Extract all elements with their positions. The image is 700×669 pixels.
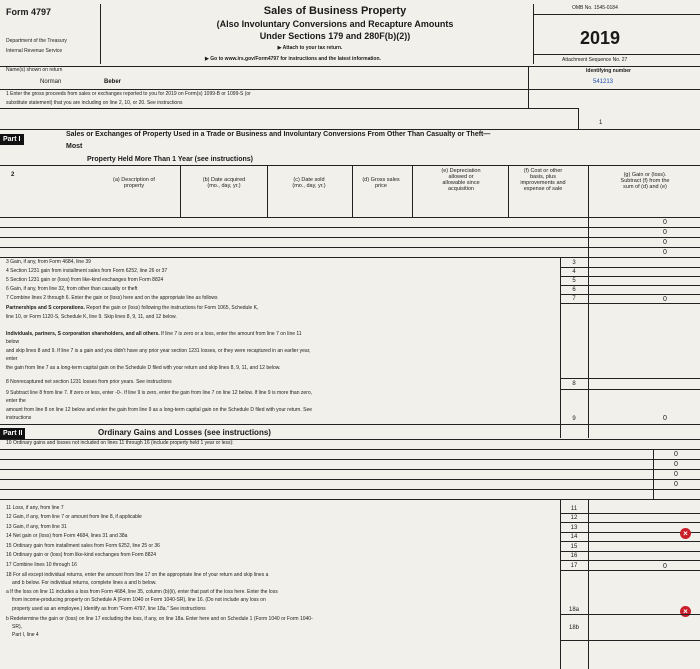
line-9-number: 9 [572, 416, 576, 422]
col-d-header: (d) Gross sales price [362, 177, 400, 189]
part-2-row-4-value[interactable]: 0 [674, 481, 678, 488]
line-15-number: 15 [570, 544, 578, 550]
line-8-text: 8 Nonrecaptured net section 1231 losses from prior years. See instructions [6, 379, 172, 385]
col-g-header: (g) Gain or (loss). Subtract (f) from the sum of (d) and (e) [620, 172, 670, 190]
line-7-text: 7 Combine lines 2 through 6. Enter the gain or (loss) here and on the appropriate line as follows [6, 295, 218, 301]
line-9-text: 9 Subtract line 8 from line 7. If zero or less, enter -0-. If line 9 is zero, enter the gain from line 7 on line 12 below. If line 9 is more than zero, [6, 390, 312, 396]
line-18b-text-3: Part I, line 4 [12, 632, 39, 638]
line-18b-number: 18b [568, 625, 579, 631]
line-18a-text: a If the loss on line 11 includes a loss from Form 4684, line 35, column (b)(ii), enter that part of the loss here. Enter the loss [6, 589, 278, 595]
part-1-title-3: Property Held More Than 1 Year (see instructions) [87, 156, 253, 163]
line-11-number: 11 [570, 506, 578, 512]
part-2-row-3-value[interactable]: 0 [674, 471, 678, 478]
line-6-text: 6 Gain, if any, from line 32, from other than casualty or theft [6, 286, 138, 292]
line-18b-text: b Redetermine the gain or (loss) on line 17 excluding the loss, if any, on line 18a. Enter here and on Schedule 1 (Form 1040 or Form 1040- [6, 616, 313, 622]
line-12-text: 12 Gain, if any, from line 7 or amount from line 8, if applicable [6, 514, 142, 520]
line-11-text: 11 Loss, if any, from line 7 [6, 505, 64, 511]
line-18a-number: 18a [568, 607, 579, 613]
form-title: Sales of Business Property [263, 5, 407, 17]
line-18b-text-2: SR), [12, 624, 22, 630]
line-17-number: 17 [570, 563, 578, 569]
col-a-header: (a) Description of property [113, 177, 155, 189]
part-1-label: Part I [0, 134, 24, 145]
partnerships-text-2: line 10, or Form 1120-S, Schedule K, line 9. Skip lines 8, 9, 11, and 12 below. [6, 314, 177, 320]
line-14-number: 14 [570, 534, 578, 540]
individuals-text-3: and skip lines 8 and 9. If line 7 is a gain and you didn't have any prior year section 1231 losses, or they were recaptured in an earlier year, [6, 348, 311, 354]
line-13-error-icon[interactable]: × [680, 528, 691, 539]
tax-year: 2019 [580, 28, 621, 48]
line-16-number: 16 [570, 553, 578, 559]
line-4-number: 4 [572, 269, 576, 275]
identifying-number-label: Identifying number [586, 68, 631, 74]
line-17-value[interactable]: 0 [663, 563, 667, 570]
line-15-text: 15 Ordinary gain from installment sales from Form 6252, line 25 or 36 [6, 543, 160, 549]
part-1-row-2-gain[interactable]: 0 [663, 229, 667, 236]
col-b-header: (b) Date acquired (mo., day, yr.) [202, 177, 246, 189]
line-9-text-3: amount from line 8 on line 12 below and enter the gain from line 9 as a long-term capital gain on the Schedule D filed with your return. See [6, 407, 313, 413]
individuals-text-4: enter [6, 356, 18, 362]
line-10-text: 10 Ordinary gains and losses not included on lines 11 through 16 (include property held 1 year or less): [6, 440, 234, 446]
part-1-title: Sales or Exchanges of Property Used in a Trade or Business and Involuntary Conversions From Other Than Casualty or Theft— [66, 131, 491, 138]
attachment-sequence: Attachment Sequence No. 27 [562, 57, 628, 63]
partnerships-text: Partnerships and S corporations. Report the gain or (loss) following the instructions for Form 1065, Schedule K, [6, 305, 259, 311]
line-5-text: 5 Section 1231 gain or (loss) from like-kind exchanges from Form 8824 [6, 277, 164, 283]
col-c-header: (c) Date sold (mo., day, yr.) [292, 177, 326, 189]
line-9-text-4: instructions [6, 415, 32, 421]
line-18-text: 18 For all except individual returns, enter the amount from line 17 on the appropriate line of your return and skip lines a [6, 572, 269, 578]
part-2-row-2-value[interactable]: 0 [674, 461, 678, 468]
line-5-number: 5 [572, 278, 576, 284]
part-2-title: Ordinary Gains and Losses (see instructions) [98, 428, 271, 437]
form-subtitle-1: (Also Involuntary Conversions and Recapture Amounts [216, 19, 454, 29]
line-14-text: 14 Net gain or (loss) from Form 4684, lines 31 and 38a [6, 533, 128, 539]
irs-label: Internal Revenue Service [6, 48, 63, 54]
line-8-number: 8 [572, 381, 576, 387]
line-16-text: 16 Ordinary gain or (loss) from like-kind exchanges from Form 8824 [6, 552, 157, 558]
line-18a-text-2: from income-producing property on Schedule A (Form 1040 or Form 1040-SR), line 16. (Do not include any loss on [12, 597, 266, 603]
line-1-text-continued: substitute statement) that you are including on line 2, 10, or 20. See instructions [6, 100, 183, 106]
col-f-header: (f) Cost or other basis, plus improvements and expense of sale [520, 168, 566, 192]
line-9-value[interactable]: 0 [663, 415, 667, 422]
form-number: Form 4797 [6, 7, 52, 17]
line-3-number: 3 [572, 260, 576, 266]
taxpayer-first-name: Norman [40, 79, 62, 85]
line-13-text: 13 Gain, if any, from line 31 [6, 524, 67, 530]
individuals-text-5: the gain from line 7 as a long-term capital gain on the Schedule D filed with your return and skip lines 8, 9, 11, and 12 below. [6, 365, 281, 371]
line-9-text-2: enter the [6, 398, 26, 404]
line-7-value[interactable]: 0 [663, 296, 667, 303]
line-6-number: 6 [572, 287, 576, 293]
line-7-number: 7 [572, 296, 576, 302]
individuals-text-2: below [6, 339, 20, 345]
department-label: Department of the Treasury [6, 38, 67, 44]
attach-instruction: ▶ Attach to your tax return. [277, 45, 343, 51]
line-18-text-2: and b below. For individual returns, complete lines a and b below. [12, 580, 157, 586]
taxpayer-last-name: Beber [104, 79, 122, 85]
goto-instruction: ▶ Go to www.irs.gov/Form4797 for instructions and the latest information. [205, 56, 381, 62]
col-e-header: (e) Depreciation allowed or allowable since acquisition [441, 168, 481, 192]
part-1-row-1-gain[interactable]: 0 [663, 219, 667, 226]
line-1-text: 1 Enter the gross proceeds from sales or exchanges reported to you for 2019 on Form(s) 1099-B or 1099-S (or [6, 91, 251, 97]
part-1-title-2: Most [66, 143, 83, 150]
line-17-text: 17 Combine lines 10 through 16 [6, 562, 77, 568]
part-2-row-1-value[interactable]: 0 [674, 451, 678, 458]
individuals-text: Individuals, partners, S corporation shareholders, and all others. If line 7 is zero or a loss, enter the amount from line 7 on line 11 [6, 331, 302, 337]
names-label: Name(s) shown on return [6, 67, 63, 73]
part-2-label: Part II [0, 428, 25, 439]
line-3-text: 3 Gain, if any, from Form 4684, line 39 [6, 259, 91, 265]
line-2-number: 2 [11, 172, 15, 178]
line-13-number: 13 [570, 525, 578, 531]
line-12-number: 12 [570, 515, 578, 521]
line-18a-text-3: property used as an employee.) Identify as from "Form 4797, line 18a." See instructions [12, 606, 206, 612]
part-1-row-4-gain[interactable]: 0 [663, 249, 667, 256]
identifying-number-value[interactable]: 541213 [593, 79, 614, 85]
line-1-number: 1 [599, 120, 603, 126]
omb-number: OMB No. 1545-0184 [572, 5, 618, 11]
line-4-text: 4 Section 1231 gain from installment sales from Form 6252, line 26 or 37 [6, 268, 168, 274]
line-18a-error-icon[interactable]: × [680, 606, 691, 617]
form-subtitle-2: Under Sections 179 and 280F(b)(2)) [259, 31, 411, 41]
part-1-row-3-gain[interactable]: 0 [663, 239, 667, 246]
